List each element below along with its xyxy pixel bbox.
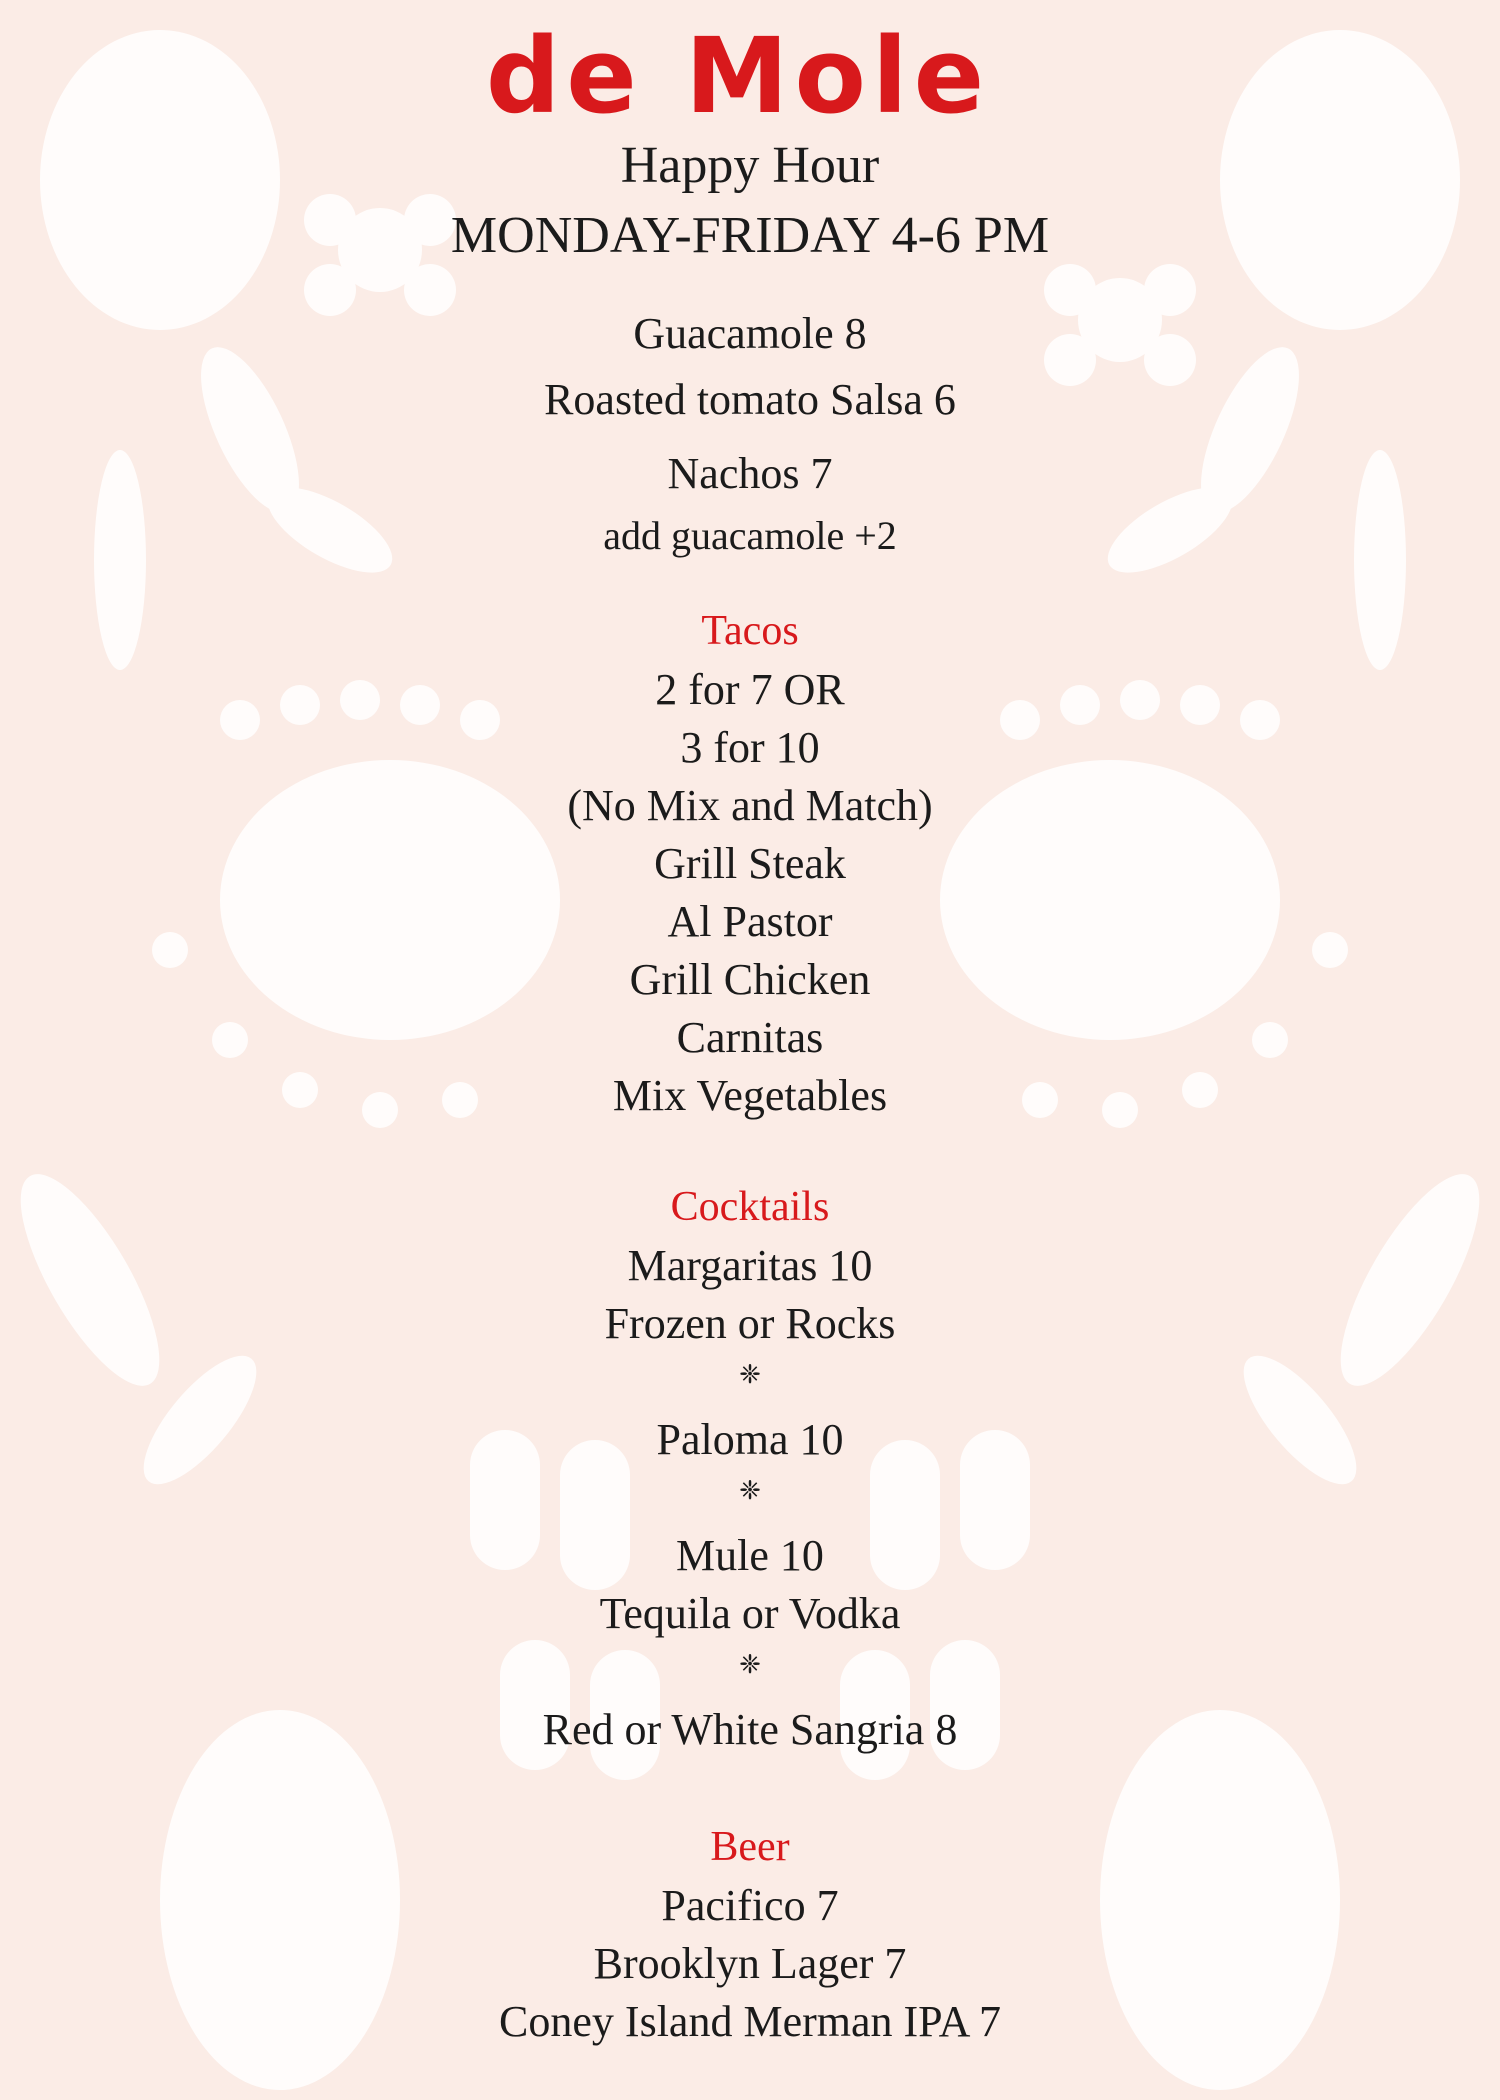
taco-line: Mix Vegetables — [612, 1071, 888, 1120]
menu-schedule: MONDAY-FRIDAY 4-6 PM — [450, 207, 1050, 264]
taco-line: Carnitas — [676, 1013, 824, 1062]
taco-line: Al Pastor — [667, 897, 833, 946]
section-heading-cocktails: Cocktails — [670, 1184, 830, 1230]
restaurant-logo: de Mole — [485, 15, 991, 137]
flower-separator-icon: ❈ — [739, 1650, 761, 1679]
menu-item: Nachos 7 — [667, 449, 833, 498]
beer-line: Brooklyn Lager 7 — [593, 1939, 907, 1988]
taco-line: 3 for 10 — [680, 723, 820, 772]
flower-separator-icon: ❈ — [739, 1476, 761, 1505]
cocktail-line: Tequila or Vodka — [599, 1589, 901, 1638]
menu-item-note: add guacamole +2 — [603, 513, 897, 558]
taco-line: Grill Chicken — [629, 955, 871, 1004]
cocktail-line: Margaritas 10 — [627, 1241, 873, 1290]
cocktail-line: Paloma 10 — [656, 1415, 844, 1464]
taco-line: Grill Steak — [654, 839, 846, 888]
taco-line: (No Mix and Match) — [567, 781, 933, 830]
menu-item: Roasted tomato Salsa 6 — [544, 375, 956, 424]
menu-title: Happy Hour — [620, 137, 880, 194]
taco-line: 2 for 7 OR — [655, 665, 845, 714]
cocktail-line: Frozen or Rocks — [604, 1299, 896, 1348]
menu-item: Guacamole 8 — [633, 309, 867, 358]
section-heading-beer: Beer — [710, 1824, 790, 1870]
beer-line: Pacifico 7 — [661, 1881, 839, 1930]
section-heading-tacos: Tacos — [701, 608, 799, 654]
cocktail-line: Red or White Sangria 8 — [542, 1705, 958, 1754]
cocktail-line: Mule 10 — [676, 1531, 824, 1580]
beer-line: Coney Island Merman IPA 7 — [499, 1997, 1001, 2046]
flower-separator-icon: ❈ — [739, 1360, 761, 1389]
